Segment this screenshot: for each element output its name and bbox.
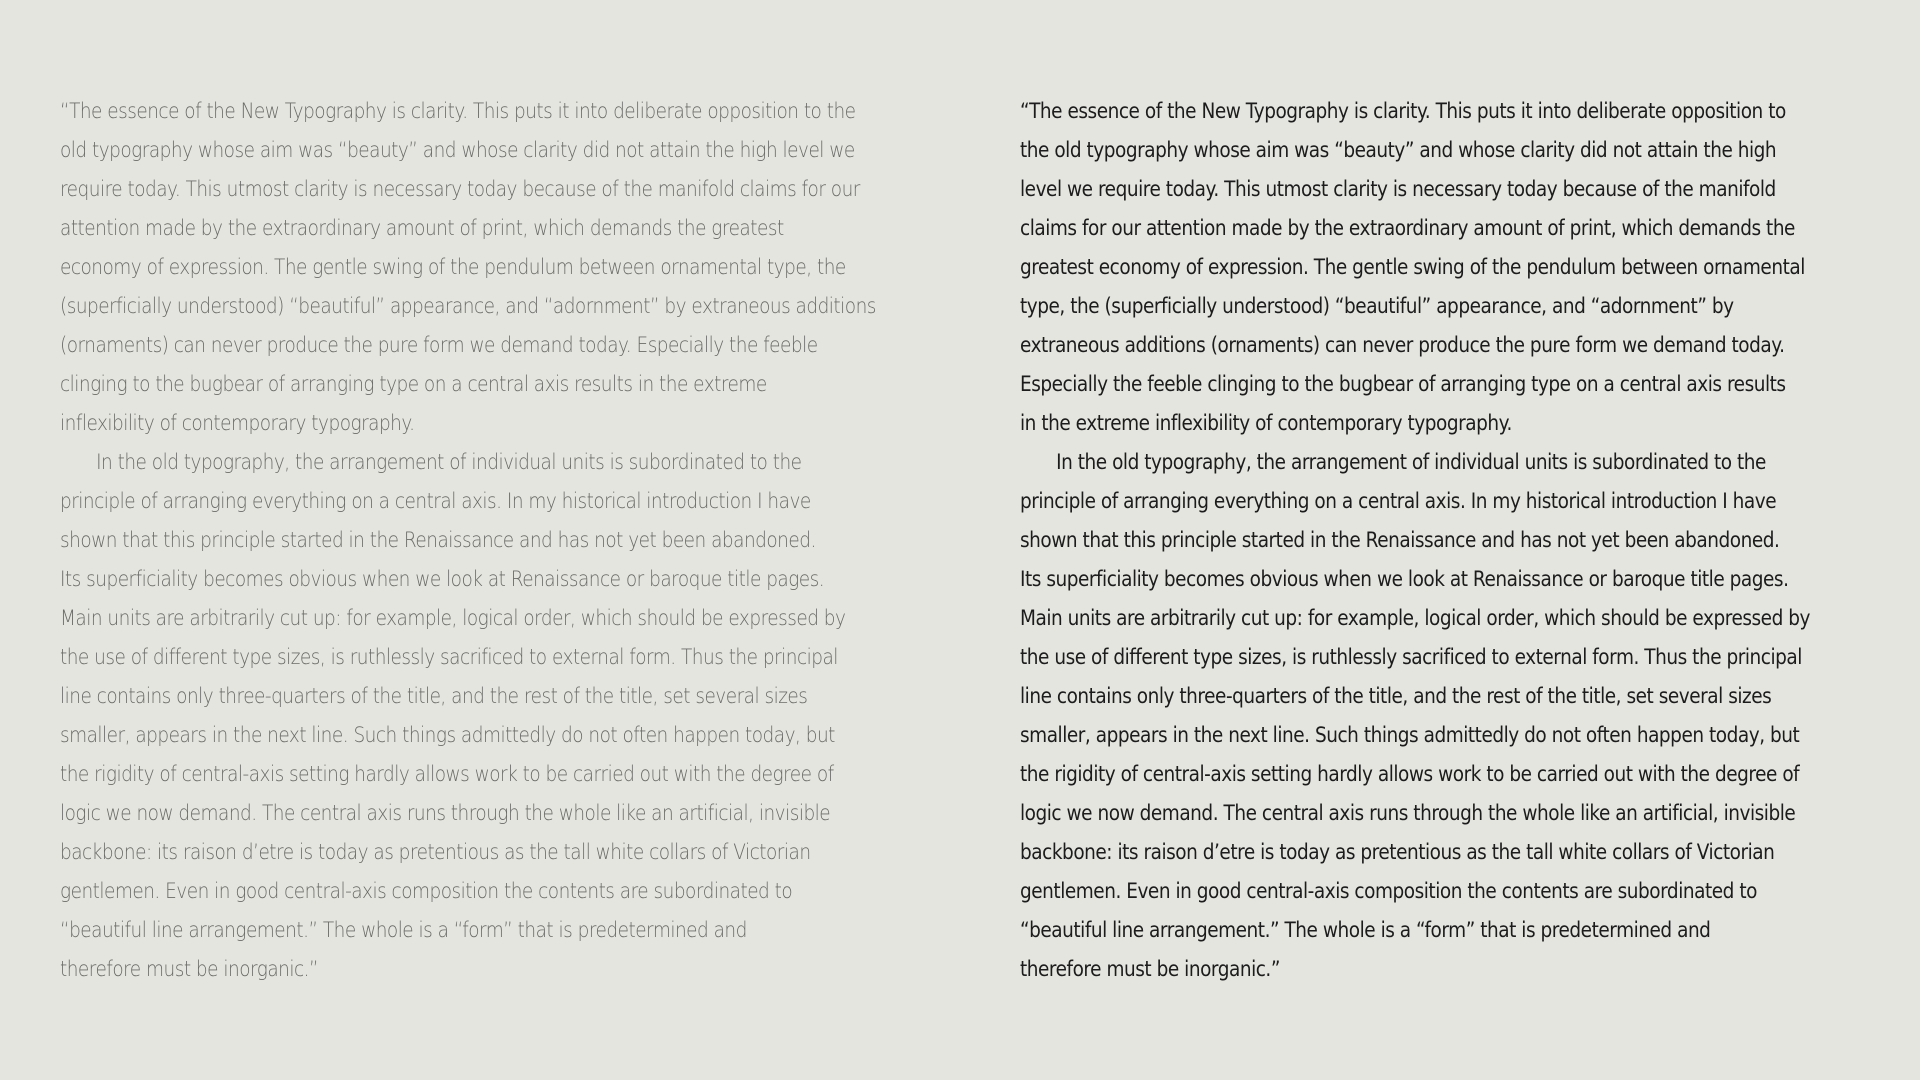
text-line: in the extreme inflexibility of contemporary typography. — [1020, 411, 1512, 436]
text-line: therefore must be inorganic.” — [60, 957, 319, 982]
text-line: extraneous additions (ornaments) can never produce the pure form we demand today. — [1020, 333, 1785, 358]
text-line: principle of arranging everything on a central axis. In my historical introduction I have — [1020, 489, 1777, 514]
text-line: the use of different type sizes, is ruthlessly sacrificed to external form. Thus the principal — [1020, 645, 1802, 670]
text-line: line contains only three-quarters of the title, and the rest of the title, set several sizes — [1020, 684, 1772, 709]
text-line: backbone: its raison d’etre is today as pretentious as the tall white collars of Victorian — [60, 840, 811, 865]
text-line: (ornaments) can never produce the pure form we demand today. Especially the feeble — [60, 333, 818, 358]
text-line: economy of expression. The gentle swing of the pendulum between ornamental type, the — [60, 255, 846, 280]
text-line: smaller, appears in the next line. Such things admittedly do not often happen today, but — [1020, 723, 1800, 748]
text-line: greatest economy of expression. The gentle swing of the pendulum between ornamental — [1020, 255, 1805, 280]
paragraph-first-line: In the old typography, the arrangement of individual units is subordinated to the — [96, 450, 802, 475]
text-line: the rigidity of central-axis setting hardly allows work to be carried out with the degree of — [60, 762, 834, 787]
text-line: Its superficiality becomes obvious when we look at Renaissance or baroque title pages. — [60, 567, 825, 592]
text-line: line contains only three-quarters of the title, and the rest of the title, set several sizes — [60, 684, 808, 709]
text-line: “The essence of the New Typography is clarity. This puts it into deliberate opposition to the — [60, 99, 856, 124]
text-line: smaller, appears in the next line. Such things admittedly do not often happen today, but — [60, 723, 835, 748]
text-line: attention made by the extraordinary amount of print, which demands the greatest — [60, 216, 784, 241]
text-line: “beautiful line arrangement.” The whole is a “form” that is predetermined and — [1020, 918, 1711, 943]
text-line: shown that this principle started in the Renaissance and has not yet been abandoned. — [1020, 528, 1780, 553]
text-line: Main units are arbitrarily cut up: for example, logical order, which should be expressed by — [60, 606, 846, 631]
text-line: the rigidity of central-axis setting hardly allows work to be carried out with the degree of — [1020, 762, 1800, 787]
text-line: Main units are arbitrarily cut up: for example, logical order, which should be expressed by — [1020, 606, 1810, 631]
text-line: require today. This utmost clarity is necessary today because of the manifold claims for our — [60, 177, 860, 202]
text-line: backbone: its raison d’etre is today as pretentious as the tall white collars of Victorian — [1020, 840, 1775, 865]
text-line: therefore must be inorganic.” — [1020, 957, 1280, 982]
text-line: shown that this principle started in the Renaissance and has not yet been abandoned. — [60, 528, 816, 553]
text-line: logic we now demand. The central axis runs through the whole like an artificial, invisible — [1020, 801, 1796, 826]
text-line: type, the (superficially understood) “beautiful” appearance, and “adornment” by — [1020, 294, 1734, 319]
text-line: claims for our attention made by the extraordinary amount of print, which demands the — [1020, 216, 1795, 241]
text-line: Especially the feeble clinging to the bugbear of arranging type on a central axis results — [1020, 372, 1786, 397]
text-line: “The essence of the New Typography is clarity. This puts it into deliberate opposition to — [1020, 99, 1786, 124]
text-line: the old typography whose aim was “beauty” and whose clarity did not attain the high — [1020, 138, 1777, 163]
light-weight-text-column — [60, 92, 876, 989]
text-line: gentlemen. Even in good central-axis composition the contents are subordinated to — [1020, 879, 1757, 904]
text-line: inflexibility of contemporary typography. — [60, 411, 415, 436]
text-line: (superficially understood) “beautiful” appearance, and “adornment” by extraneous additions — [60, 294, 876, 319]
text-line: logic we now demand. The central axis runs through the whole like an artificial, invisible — [60, 801, 831, 826]
regular-weight-text-column — [1020, 92, 1810, 989]
text-line: gentlemen. Even in good central-axis composition the contents are subordinated to — [60, 879, 793, 904]
text-line: old typography whose aim was “beauty” and whose clarity did not attain the high level we — [60, 138, 855, 163]
text-line: principle of arranging everything on a central axis. In my historical introduction I have — [60, 489, 811, 514]
text-line: Its superficiality becomes obvious when we look at Renaissance or baroque title pages. — [1020, 567, 1789, 592]
text-line: clinging to the bugbear of arranging type on a central axis results in the extreme — [60, 372, 767, 397]
text-line: level we require today. This utmost clarity is necessary today because of the manifold — [1020, 177, 1776, 202]
text-line: the use of different type sizes, is ruthlessly sacrificed to external form. Thus the principal — [60, 645, 838, 670]
paragraph-first-line: In the old typography, the arrangement of individual units is subordinated to the — [1056, 450, 1766, 475]
text-line: “beautiful line arrangement.” The whole is a “form” that is predetermined and — [60, 918, 747, 943]
